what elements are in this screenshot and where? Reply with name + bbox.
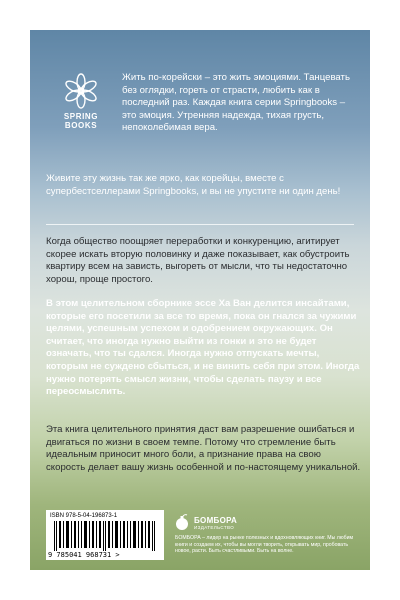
back-cover bbox=[30, 30, 370, 570]
publisher-subtitle: ИЗДАТЕЛЬСТВО bbox=[194, 525, 235, 530]
isbn-text: ISBN 978-5-04-196873-1 bbox=[50, 513, 118, 519]
blurb-paragraph-2: В этом целительном сборнике эссе Ха Ван делится инсайтами, которые его посетили за все то время, пока он гнался за чужими целями, успешным успехом и одобрением окружающих. Он считает, что иногда нужно выйти из гонки и это не будет означать, что ты сдался. Иногда нужно отпускать мечты, которым не суждено сбыться, и не винить себя при этом. Иногда нужно потерять смысл жизни, чтобы сделать паузу и все переосмыслить. bbox=[46, 298, 360, 398]
logo-line-2: BOOKS bbox=[64, 121, 98, 130]
blurb-paragraph-3: Эта книга целительного принятия даст вам разрешение ошибаться и двигаться по жизни в своем темпе. Потому что стремление быть идеальным приносит много боли, а признание права на свою скорость делает вашу жизнь особенной и по-настоящему уникальной. bbox=[46, 424, 361, 473]
springbooks-logo bbox=[46, 72, 116, 130]
flower-icon bbox=[62, 72, 100, 110]
barcode-panel bbox=[46, 510, 164, 560]
divider bbox=[46, 224, 354, 225]
ean-digits: 9 785041 968731 > bbox=[48, 551, 120, 559]
publisher-bomb-icon bbox=[175, 514, 190, 531]
barcode-graphic bbox=[54, 521, 156, 551]
blurb-paragraph-1: Когда общество поощряет переработки и конкуренцию, агитирует скорее искать вторую половинку и даже показывает, как обустроить квартиру всем на зависть, выгореть от мысли, что ты недостаточно хорош, проще простого. bbox=[46, 236, 350, 285]
publisher-description: БОМБОРА – лидер на рынке полезных и вдохновляющих книг. Мы любим книги и создаем их, чтобы вы могли творить, открывать мир, пробовать новое, расти. Быть счастливыми. Быть на волне. bbox=[175, 535, 354, 555]
logo-line-1: SPRING bbox=[63, 112, 99, 121]
call-to-action: Живите эту жизнь так же ярко, как корейцы, вместе с супербестселлерами Springbooks, и вы не упустите ни один день! bbox=[46, 173, 341, 197]
series-intro: Жить по-корейски – это жить эмоциями. Танцевать без оглядки, гореть от страсти, любить как в последний раз. Каждая книга серии Springbooks – это эмоция. Утренняя надежда, тихая грусть, непоколебимая вера. bbox=[122, 72, 350, 134]
publisher-name: БОМБОРА bbox=[194, 516, 238, 525]
